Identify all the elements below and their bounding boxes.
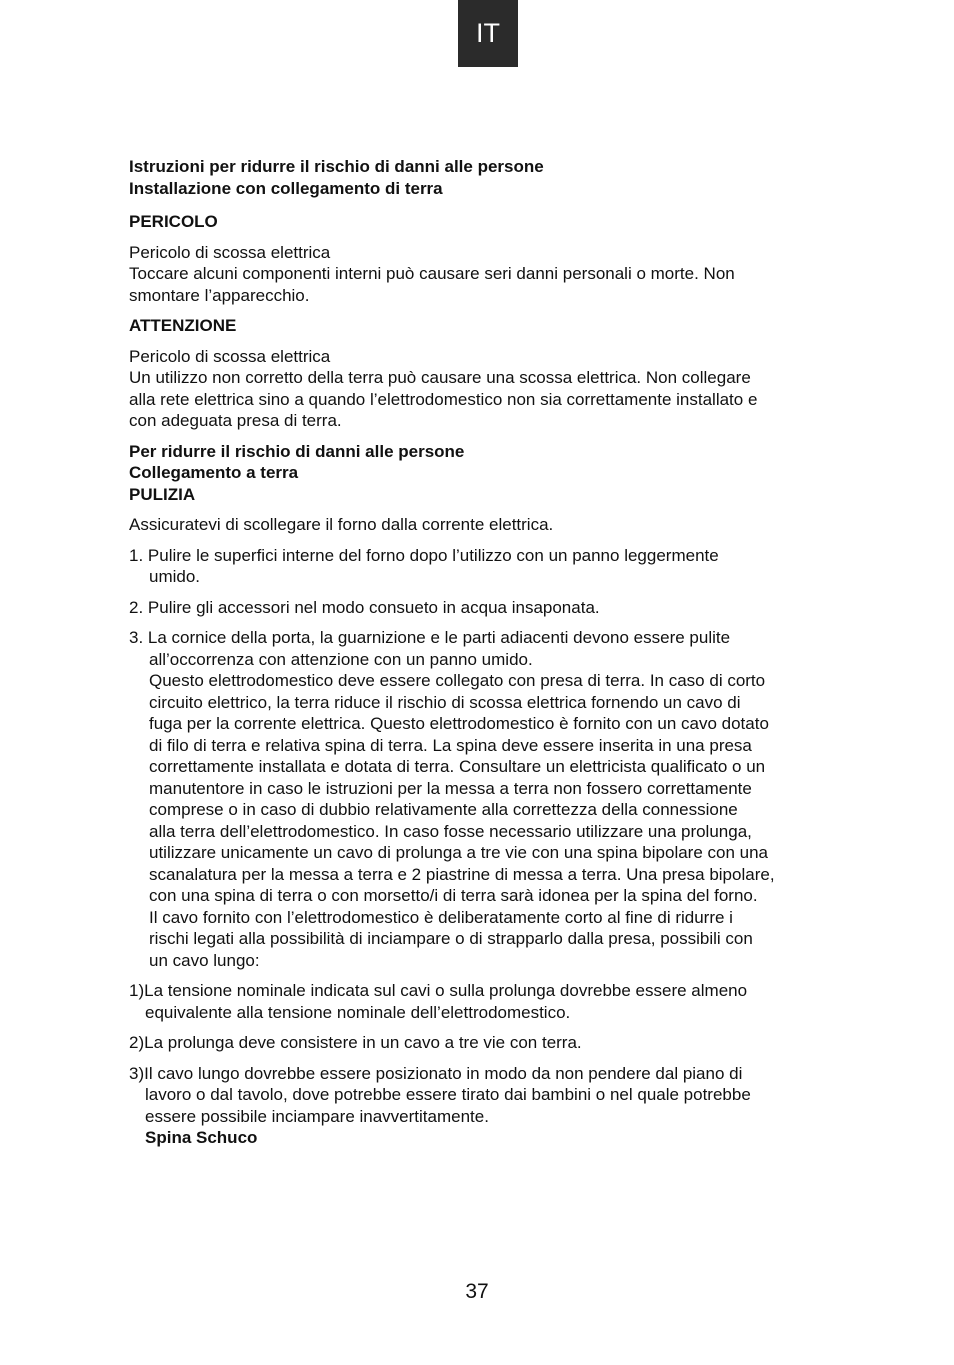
grounding-body-line: manutentore in caso le istruzioni per la messa a terra non fossero correttamente: [149, 778, 752, 798]
page-number: 37: [465, 1280, 489, 1303]
grounding-body-line: utilizzare unicamente un cavo di prolunga a tre vie con una spina bipolare con una: [149, 843, 769, 862]
grounding-body-line: alla terra dell’elettrodomestico. In caso fosse necessario utilizzare una prolunga,: [149, 821, 752, 841]
pericolo-title: PERICOLO: [129, 212, 218, 231]
cable-item-1-line-1: 1)La tensione nominale indicata sul cavi o sulla prolunga dovrebbe essere almeno: [129, 981, 748, 1000]
section2-line-1: Per ridurre il rischio di danni alle persone: [129, 441, 465, 461]
attenzione-line-2: Un utilizzo non corretto della terra può causare una scossa elettrica. Non collegare: [129, 368, 751, 387]
schuco-plug-heading: Spina Schuco: [145, 1128, 258, 1147]
cable-item-1-line-2: equivalente alla tensione nominale dell’elettrodomestico.: [145, 1002, 571, 1022]
cable-item-2: 2)La prolunga deve consistere in un cavo a tre vie con terra.: [129, 1033, 582, 1052]
grounding-body-line: di filo di terra e relativa spina di terra. La spina deve essere inserita in una presa: [149, 735, 752, 755]
cable-item-3-line-3: essere possibile inciampare inavvertitamente.: [145, 1106, 489, 1126]
cable-item-3-line-1: 3)Il cavo lungo dovrebbe essere posizionato in modo da non pendere dal piano di: [129, 1063, 743, 1083]
page-content: [129, 156, 844, 1149]
attenzione-title: ATTENZIONE: [129, 316, 237, 335]
grounding-body-line: correttamente installata e dotata di terra. Consultare un elettricista qualificato o un: [149, 757, 766, 776]
language-tab: IT: [458, 0, 518, 67]
pulizia-title: PULIZIA: [129, 484, 196, 504]
attenzione-line-4: con adeguata presa di terra.: [129, 411, 342, 430]
pulizia-item-1-line-2: umido.: [149, 567, 201, 586]
grounding-body-line: con una spina di terra o con morsetto/i di terra sarà idonea per la spina del forno.: [149, 886, 758, 905]
grounding-body-line: fuga per la corrente elettrica. Questo elettrodomestico è fornito con un cavo dotato: [149, 714, 769, 733]
grounding-body-line: comprese o in caso di dubbio relativamente alla correttezza della connessione: [149, 800, 738, 819]
attenzione-line-3: alla rete elettrica sino a quando l’elettrodomestico non sia correttamente installato e: [129, 389, 758, 409]
attenzione-line-1: Pericolo di scossa elettrica: [129, 346, 331, 366]
section2-line-2: Collegamento a terra: [129, 463, 299, 482]
pulizia-item-1-line-1: 1. Pulire le superfici interne del forno dopo l’utilizzo con un panno leggermente: [129, 545, 719, 565]
pulizia-item-3-line-1: 3. La cornice della porta, la guarnizione e le parti adiacenti devono essere pulite: [129, 628, 731, 647]
cable-item-3-line-2: lavoro o dal tavolo, dove potrebbe essere tirato dai bambini o nel quale potrebbe: [145, 1085, 751, 1104]
grounding-body-line: circuito elettrico, la terra riduce il rischio di scossa elettrica fornendo un cavo di: [149, 692, 741, 712]
heading-line-2: Installazione con collegamento di terra: [129, 178, 443, 198]
pericolo-line-3: smontare l’apparecchio.: [129, 285, 310, 305]
pulizia-item-2: 2. Pulire gli accessori nel modo consueto in acqua insaponata.: [129, 597, 600, 617]
grounding-body-line: rischi legati alla possibilità di inciampare o di strapparlo dalla presa, possibili con: [149, 929, 753, 948]
grounding-body-line: un cavo lungo:: [149, 950, 260, 970]
pulizia-intro: Assicuratevi di scollegare il forno dalla corrente elettrica.: [129, 515, 554, 534]
grounding-body-line: scanalatura per la messa a terra e 2 piastrine di messa a terra. Una presa bipolare,: [149, 864, 775, 884]
pulizia-item-3-line-2: all’occorrenza con attenzione con un panno umido.: [149, 649, 533, 669]
heading-line-1: Istruzioni per ridurre il rischio di danni alle persone: [129, 157, 544, 176]
grounding-body-line: Questo elettrodomestico deve essere collegato con presa di terra. In caso di corto: [149, 671, 766, 690]
pericolo-line-2: Toccare alcuni componenti interni può causare seri danni personali o morte. Non: [129, 264, 735, 283]
grounding-body-line: Il cavo fornito con l’elettrodomestico è deliberatamente corto al fine di ridurre i: [149, 907, 733, 927]
pericolo-line-1: Pericolo di scossa elettrica: [129, 242, 331, 262]
